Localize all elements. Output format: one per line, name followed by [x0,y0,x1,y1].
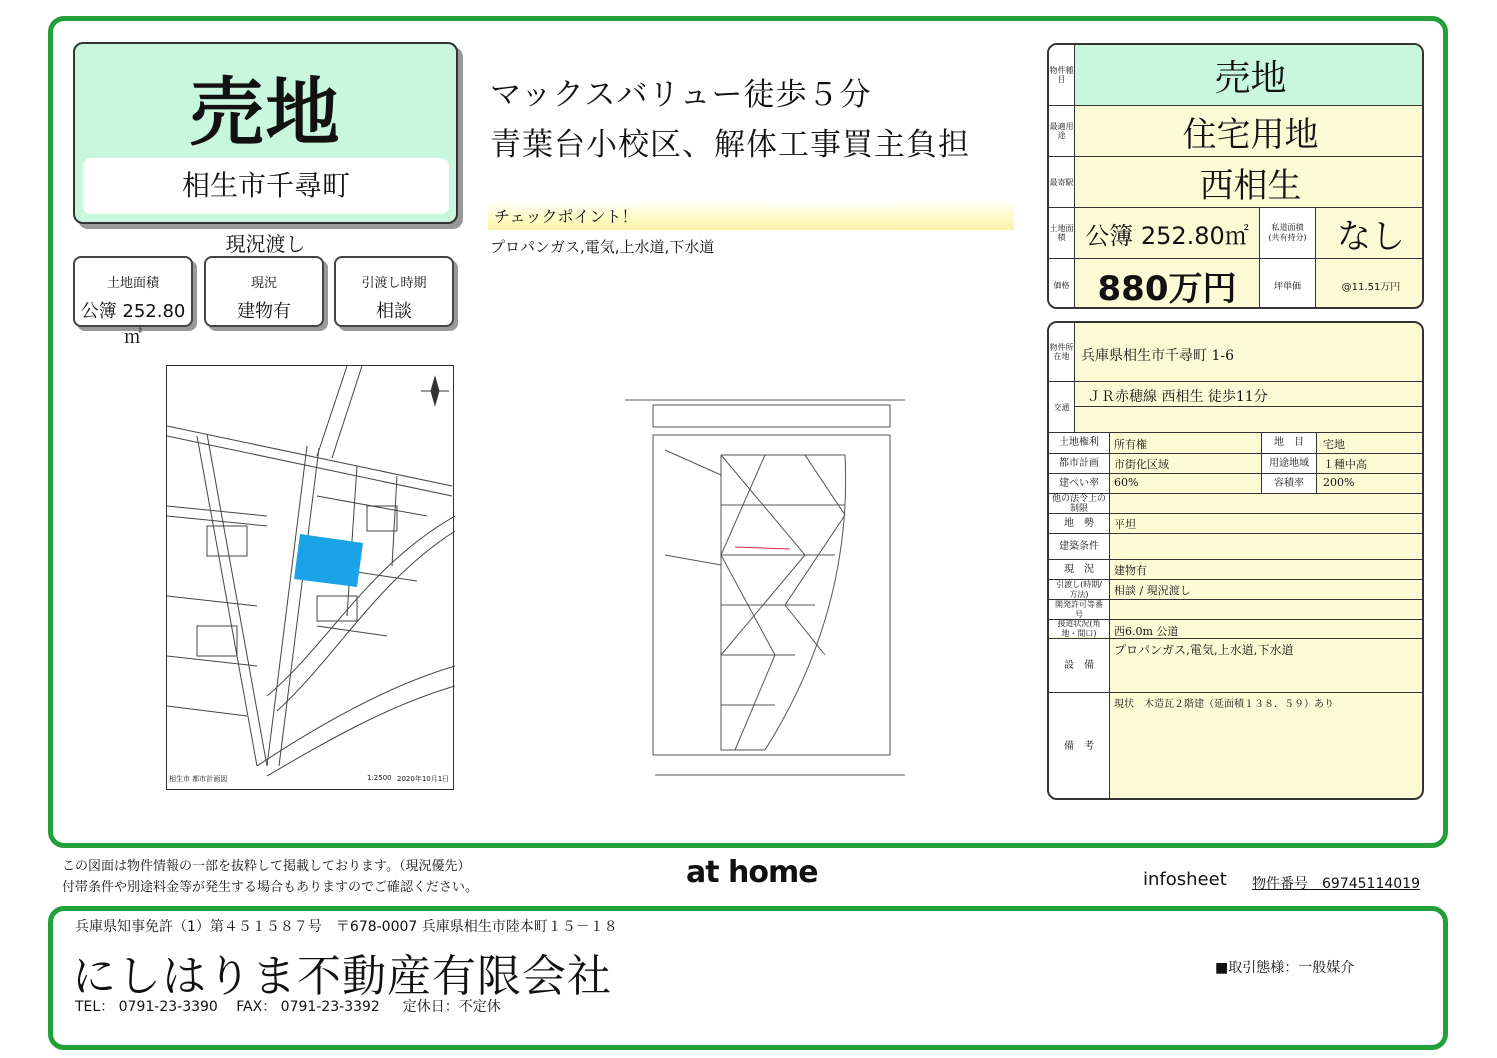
best-use: 住宅用地 [1182,114,1319,155]
contact-info: TEL： 0791-23-3390 FAX： 0791-23-3392 定休日：不定休 [75,999,501,1015]
detail-label: 容積率 [1274,477,1304,489]
land-area-card [73,256,193,348]
disclaimer-line: この図面は物件情報の一部を抜粋して掲載しております。（現況優先） [62,859,471,874]
detail-label: 接道状況(角地・間口) [1057,619,1101,638]
delivery-card [334,256,454,327]
detail-label: 用途地域 [1269,457,1309,469]
detail-value: 所有権 [1114,438,1147,451]
detail-label: 他の法令上の制限 [1051,493,1106,514]
detail-label: 都市計画 [1059,457,1099,469]
checkpoint-detail: プロパンガス,電気,上水道,下水道 [490,238,715,256]
athome-logo: at home [686,855,818,890]
private-road-value: なし [1337,216,1405,257]
divider [1049,381,1424,382]
divider [1049,599,1424,600]
disclaimer [62,856,478,898]
card-label: 引渡し時期 [361,276,427,291]
map-caption: 相生市 都市計画図 [169,775,228,783]
map-scale: 1:2500 [367,774,392,782]
location-map [166,365,454,790]
plot-map-drawing [625,355,905,805]
transport-value: ＪＲ赤穂線 西相生 徒歩11分 [1087,389,1268,405]
detail-value: １種中高 [1323,458,1367,471]
detail-label: 引渡し(時期/方法) [1056,579,1102,599]
detail-label: 建ぺい率 [1059,477,1099,489]
company-name: にしはりま不動産有限会社 [72,951,612,1002]
card-value: 公簿 252.80㎡ [80,301,186,348]
area-name: 相生市千尋町 [181,169,350,202]
property-type: 売地 [1214,57,1287,99]
card-label: 土地面積 [106,276,159,291]
subject-plot-highlight [294,534,363,587]
detail-value: 西6.0m 公道 [1114,625,1179,638]
detail-value: 相談 / 現況渡し [1114,584,1191,597]
detail-value: 60% [1114,476,1139,489]
handover-label: 現況渡し [225,232,306,256]
equipment-value: プロパンガス,電気,上水道,下水道 [1114,643,1294,657]
detail-label: 現 況 [1064,563,1094,575]
price-value: 880万円 [1097,268,1237,309]
detail-label: 物件所在地 [1049,323,1075,381]
remarks-value: 現状 木造瓦２階建（延面積１３８．５９）あり [1114,699,1334,710]
spec-label: 物件種目 [1049,45,1075,105]
divider [1049,579,1424,580]
detail-label: 地 目 [1274,437,1304,448]
divider [1109,433,1110,800]
card-label: 現況 [250,276,277,291]
plot-map [625,355,905,805]
transaction-type: ■取引態様：一般媒介 [1215,960,1355,976]
location-map-drawing [167,366,455,791]
tsubo-value: @11.51万円 [1341,281,1401,293]
card-value: 相談 [376,301,412,322]
detail-value: 200% [1323,476,1355,489]
listing-type-title: 売地 [189,70,342,156]
spec-label: 最寄駅 [1049,157,1075,207]
detail-value: 平坦 [1114,518,1136,531]
map-date: 2020年10月1日 [397,775,450,783]
detail-label: 交通 [1049,382,1075,432]
private-road-sub: (共有持分) [1268,233,1307,242]
detail-value: 宅地 [1323,438,1345,451]
headline-line: マックスバリュー徒歩５分 [490,77,872,113]
title-card [73,42,458,224]
detail-value: 建物有 [1114,564,1147,577]
private-road-label: 私道面積 [1271,223,1304,232]
license-address: 兵庫県知事免許（1）第４５１５８７号 〒678-0007 兵庫県相生市陸本町１５－１８ [75,919,618,935]
spec-table [1047,43,1424,309]
spec-label: 価格 [1049,259,1075,309]
condition-card [204,256,324,327]
detail-label: 備 考 [1064,740,1094,752]
location-value: 兵庫県相生市千尋町 1-6 [1081,348,1234,364]
spec-label: 土地面積 [1049,208,1075,258]
tsubo-label: 坪単価 [1260,259,1315,309]
detail-value: 市街化区域 [1114,458,1169,471]
card-value: 建物有 [237,301,291,322]
headline-line: 青葉台小校区、解体工事買主負担 [490,127,970,163]
disclaimer-line: 付帯条件や別途料金等が発生する場合もありますのでご確認ください。 [62,880,479,895]
private-road-label-cell [1260,208,1315,258]
detail-label: 設 備 [1064,659,1094,671]
headline [490,70,970,170]
boundary-mark [735,547,790,549]
detail-label: 建築条件 [1059,540,1099,552]
land-area-value: 公簿 252.80㎡ [1085,221,1249,250]
area-name-box [83,158,449,214]
nearest-station: 西相生 [1199,165,1302,206]
detail-label: 開発許可等番号 [1055,599,1103,619]
property-number: 物件番号 69745114019 [1252,876,1420,892]
detail-label: 地 勢 [1064,517,1094,529]
spec-label: 最適用途 [1049,106,1075,156]
detail-table [1047,321,1424,800]
detail-label: 土地権利 [1059,437,1099,448]
divider [1075,406,1424,407]
checkpoint-label: チェックポイント！ [494,207,638,226]
infosheet-label: infosheet [1143,869,1227,890]
north-arrow-icon [421,377,449,405]
